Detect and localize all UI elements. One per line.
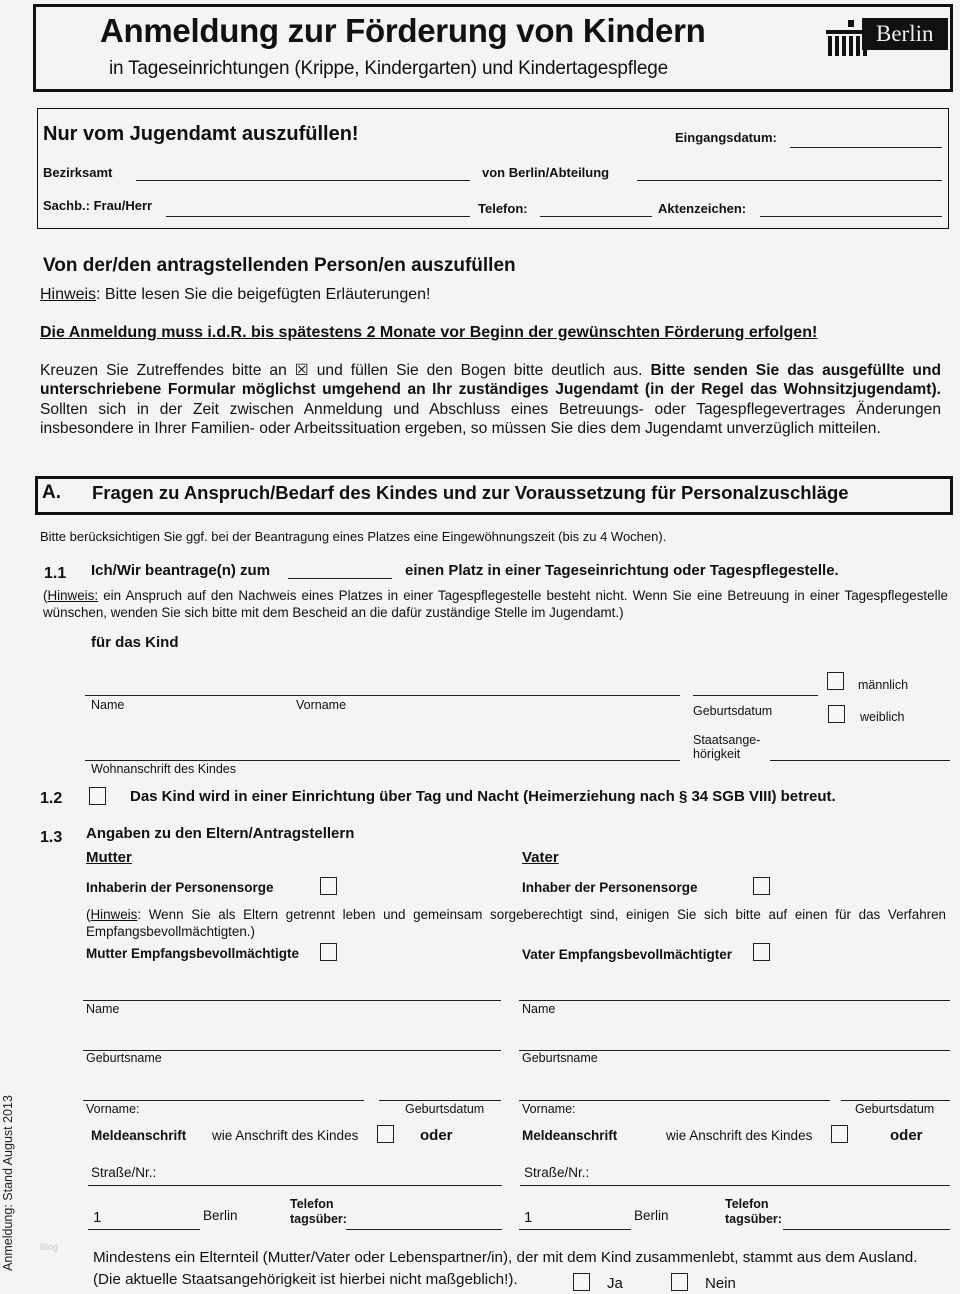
- child-birthdate-label: Geburtsdatum: [693, 704, 773, 718]
- q11-hint-open: (: [43, 588, 48, 603]
- eingewoehnung-note: Bitte berücksichtigen Sie ggf. bei der Beantragung eines Platzes eine Eingewöhnungszeit (bis zu 4 Wochen).: [40, 529, 667, 544]
- mother-empfang-checkbox[interactable]: [320, 943, 337, 961]
- sachb-field[interactable]: [166, 216, 470, 217]
- mother-tel-field[interactable]: [346, 1229, 502, 1230]
- berlin-logo: [826, 18, 950, 58]
- parents-hint-label: Hinweis: [90, 907, 138, 922]
- section-a-title: Fragen zu Anspruch/Bedarf des Kindes und zur Voraussetzung für Personalzuschläge: [92, 482, 849, 503]
- parents-hint: [86, 906, 946, 940]
- q11-hint: [43, 587, 948, 621]
- q11-number: 1.1: [44, 565, 67, 582]
- father-plz-prefix: 1: [524, 1209, 533, 1226]
- watermark: Blog: [40, 1242, 59, 1252]
- mother-birthdate-label: Geburtsdatum: [405, 1102, 485, 1116]
- mother-sorge-checkbox[interactable]: [320, 877, 337, 895]
- abroad-nein-label: Nein: [705, 1275, 736, 1292]
- q13-number: 1.3: [40, 829, 63, 846]
- child-vorname-label: Vorname: [296, 698, 347, 712]
- mother-vorname-field[interactable]: [83, 1100, 364, 1101]
- mother-plz-field[interactable]: [88, 1229, 200, 1230]
- deadline-notice: Die Anmeldung muss i.d.R. bis spätestens 2 Monate vor Beginn der gewünschten Förderung erfolgen!: [40, 324, 818, 341]
- mother-meldeanschrift-label: Meldeanschrift: [91, 1128, 187, 1143]
- child-name-field[interactable]: [85, 695, 680, 696]
- mother-name-label: Name: [86, 1002, 120, 1016]
- sachb-label: Sachb.: Frau/Herr: [43, 198, 153, 213]
- abteilung-field[interactable]: [637, 180, 942, 181]
- father-vorname-field[interactable]: [519, 1100, 830, 1101]
- start-date-field[interactable]: [288, 578, 392, 579]
- abroad-line-2: (Die aktuelle Staatsangehörigkeit ist hierbei nicht maßgeblich!).: [93, 1271, 518, 1288]
- mother-strasse-field[interactable]: [88, 1185, 502, 1186]
- child-nationality-field[interactable]: [770, 760, 950, 761]
- abteilung-label: von Berlin/Abteilung: [482, 165, 610, 180]
- father-city: Berlin: [634, 1208, 669, 1223]
- father-name-label: Name: [522, 1002, 556, 1016]
- abroad-nein-checkbox[interactable]: [671, 1273, 688, 1291]
- mother-name-field[interactable]: [83, 1000, 501, 1001]
- page-title: Anmeldung zur Förderung von Kindern: [100, 12, 706, 49]
- form-version-stamp: Anmeldung: Stand August 2013: [1, 1095, 15, 1271]
- father-strasse-field[interactable]: [520, 1185, 950, 1186]
- mother-sorge-label: Inhaberin der Personensorge: [86, 880, 274, 895]
- telefon-field[interactable]: [540, 216, 652, 217]
- father-plz-field[interactable]: [519, 1229, 631, 1230]
- child-heading: für das Kind: [91, 634, 179, 651]
- eingangsdatum-field[interactable]: [790, 147, 942, 148]
- q11-text-b: einen Platz in einer Tageseinrichtung oder Tagespflegestelle.: [405, 562, 839, 579]
- father-tel-label-1: Telefon: [725, 1197, 769, 1211]
- q11-text-a: Ich/Wir beantrage(n) zum: [91, 562, 271, 579]
- instructions-bold: Bitte senden Sie das ausgefüllte und unterschriebene Formular möglichst umgehend an Ihr zuständiges Jugendamt (in der Regel das Wohnsitzjugendamt).: [40, 362, 941, 399]
- instructions-2: Sollten sich in der Zeit zwischen Anmeldung und Abschluss eines Betreuungs- oder Tagespflegevertrages Änderungen insbesondere in Ihrer Familien- oder Arbeitssituation ergeben, so müssen Sie dies dem Jugendamt unverzüglich mitteilen.: [40, 400, 941, 437]
- child-address-field[interactable]: [85, 760, 680, 761]
- aktenzeichen-field[interactable]: [760, 216, 942, 217]
- mother-strasse-label: Straße/Nr.:: [91, 1165, 157, 1180]
- instructions-paragraph: [40, 361, 941, 438]
- hinweis-label: Hinweis: [40, 286, 97, 303]
- abroad-ja-label: Ja: [607, 1275, 623, 1292]
- father-sorge-checkbox[interactable]: [753, 877, 770, 895]
- mother-geburtsname-label: Geburtsname: [86, 1051, 162, 1065]
- q12-text: Das Kind wird in einer Einrichtung über Tag und Nacht (Heimerziehung nach § 34 SGB VIII) betreut.: [130, 788, 836, 805]
- weiblich-checkbox[interactable]: [828, 705, 845, 723]
- child-name-label: Name: [91, 698, 125, 712]
- mother-city: Berlin: [203, 1208, 238, 1223]
- mother-plz-prefix: 1: [93, 1209, 102, 1226]
- bezirksamt-field[interactable]: [136, 180, 470, 181]
- page-subtitle: in Tageseinrichtungen (Krippe, Kindergarten) und Kindertagespflege: [109, 58, 668, 79]
- mother-empfang-label: Mutter Empfangsbevollmächtigte: [86, 946, 300, 961]
- hinweis-line: [40, 286, 430, 304]
- applicant-heading: Von der/den antragstellenden Person/en auszufüllen: [43, 255, 516, 276]
- father-birthdate-label: Geburtsdatum: [855, 1102, 935, 1116]
- mother-tel-label-2: tagsüber:: [290, 1212, 347, 1226]
- bezirksamt-label: Bezirksamt: [43, 165, 113, 180]
- parents-hint-open: (: [86, 907, 91, 922]
- father-empfang-label: Vater Empfangsbevollmächtigter: [522, 947, 733, 962]
- father-empfang-checkbox[interactable]: [753, 943, 770, 961]
- father-heading: Vater: [522, 849, 559, 866]
- father-strasse-label: Straße/Nr.:: [524, 1165, 590, 1180]
- q12-number: 1.2: [40, 790, 63, 807]
- staats-label-2: hörigkeit: [693, 747, 741, 761]
- eingangsdatum-label: Eingangsdatum:: [675, 130, 777, 145]
- mother-tel-label-1: Telefon: [290, 1197, 334, 1211]
- aktenzeichen-label: Aktenzeichen:: [658, 201, 747, 216]
- instructions-1: Kreuzen Sie Zutreffendes bitte an ☒ und füllen Sie den Bogen bitte deutlich aus.: [40, 362, 651, 379]
- mother-oder: oder: [420, 1127, 453, 1144]
- abroad-ja-checkbox[interactable]: [573, 1273, 590, 1291]
- father-birthdate-field[interactable]: [841, 1100, 950, 1101]
- father-wie-kind-label: wie Anschrift des Kindes: [666, 1128, 813, 1143]
- mother-wie-kind-label: wie Anschrift des Kindes: [212, 1128, 359, 1143]
- logo-text: Berlin: [862, 18, 948, 50]
- child-address-label: Wohnanschrift des Kindes: [91, 762, 236, 776]
- mother-heading: Mutter: [86, 849, 132, 866]
- section-a-letter: A.: [42, 482, 61, 503]
- hinweis-text: : Bitte lesen Sie die beigefügten Erläuterungen!: [96, 286, 431, 303]
- heimerziehung-checkbox[interactable]: [89, 787, 106, 805]
- father-tel-label-2: tagsüber:: [725, 1212, 782, 1226]
- mother-birthdate-field[interactable]: [379, 1100, 501, 1101]
- staats-label-1: Staatsange-: [693, 733, 761, 747]
- father-meldeanschrift-label: Meldeanschrift: [522, 1128, 618, 1143]
- child-birthdate-field[interactable]: [693, 695, 818, 696]
- father-vorname-label: Vorname:: [522, 1102, 576, 1116]
- mother-wie-kind-checkbox[interactable]: [377, 1125, 394, 1143]
- office-heading: Nur vom Jugendamt auszufüllen!: [43, 123, 359, 145]
- father-tel-field[interactable]: [783, 1229, 950, 1230]
- father-geburtsname-label: Geburtsname: [522, 1051, 598, 1065]
- parents-hint-text: : Wenn Sie als Eltern getrennt leben und gemeinsam sorgeberechtigt sind, einigen Sie sich bitte auf einen für das Verfahren Empfangsbevollmächtigten.): [86, 907, 946, 939]
- maennlich-label: männlich: [858, 678, 909, 692]
- father-sorge-label: Inhaber der Personensorge: [522, 880, 698, 895]
- maennlich-checkbox[interactable]: [827, 672, 844, 690]
- telefon-label: Telefon:: [478, 201, 528, 216]
- q13-text: Angaben zu den Eltern/Antragstellern: [86, 825, 355, 842]
- father-oder: oder: [890, 1127, 923, 1144]
- weiblich-label: weiblich: [860, 710, 905, 724]
- father-wie-kind-checkbox[interactable]: [831, 1125, 848, 1143]
- abroad-line-1: Mindestens ein Elternteil (Mutter/Vater oder Lebenspartner/in), der mit dem Kind zusammenlebt, stammt aus dem Ausland.: [93, 1249, 918, 1266]
- q11-hint-text: ein Anspruch auf den Nachweis eines Platzes in einer Tagespflegestelle besteht nicht. Wenn Sie eine Betreuung in einer Tagespflegestelle wünschen, wenden Sie sich bitte mit dem Bescheid an die dafür zuständige Stelle im Jugendamt.): [43, 588, 948, 620]
- father-name-field[interactable]: [519, 1000, 950, 1001]
- q11-hint-label: Hinweis:: [47, 588, 99, 603]
- mother-vorname-label: Vorname:: [86, 1102, 140, 1116]
